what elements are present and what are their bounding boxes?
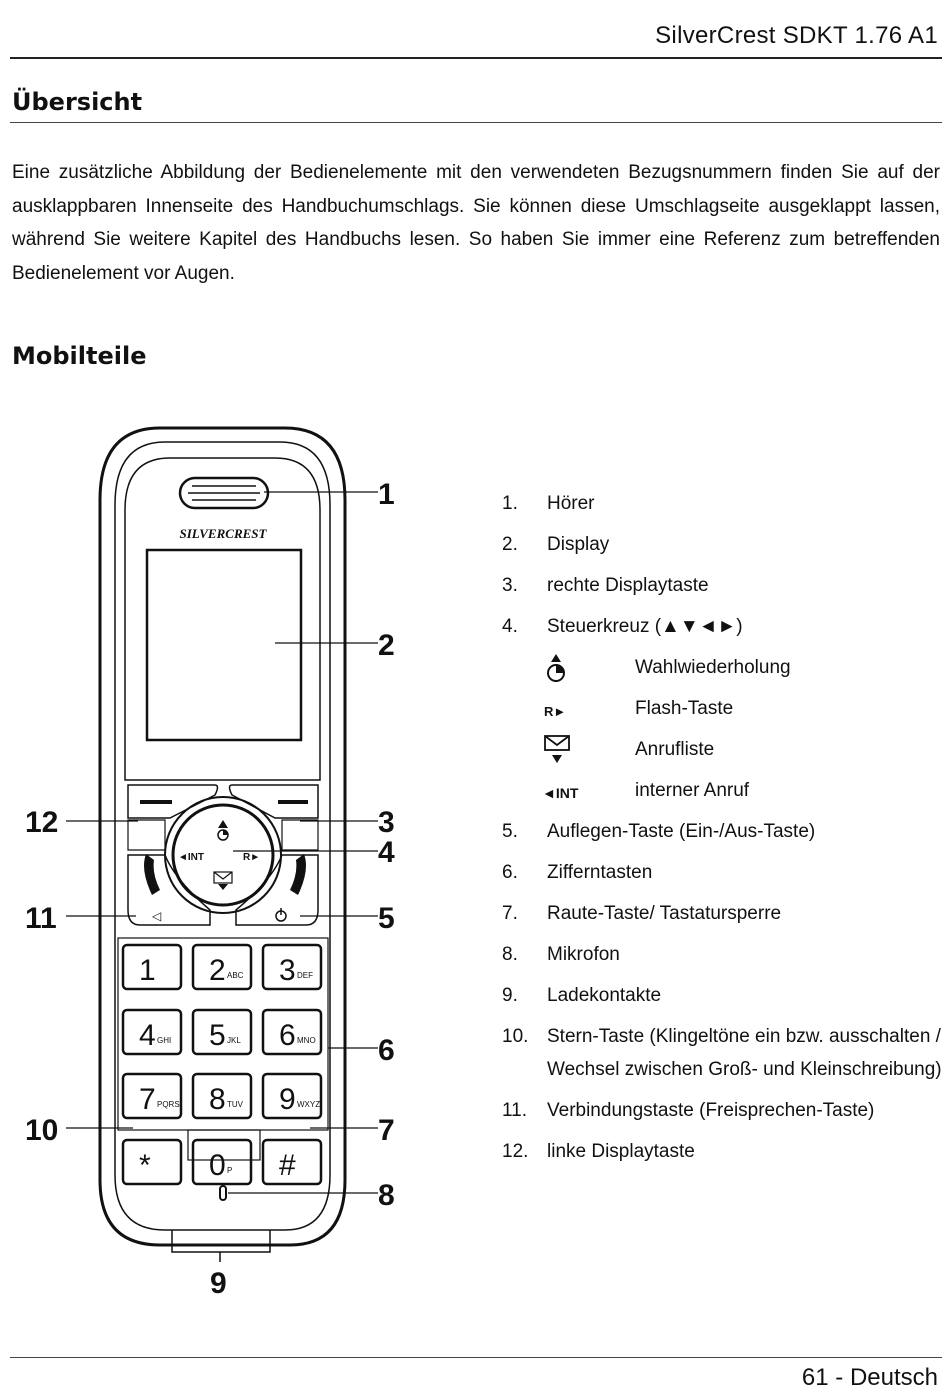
legend-item: 1. Hörer — [502, 493, 595, 514]
legend-item: 10. Stern-Taste (Klingeltöne ein bzw. ausschalten / Wechsel zwischen Groß- und Kleinschreibung) — [502, 1026, 942, 1080]
flash-icon — [542, 692, 578, 725]
keypad-keys — [123, 945, 321, 1184]
legend-item: 6. Zifferntasten — [502, 862, 653, 883]
handset-illustration — [0, 400, 480, 1310]
key-letters: P — [227, 1166, 233, 1175]
keypad-key — [263, 1010, 321, 1054]
key-digit: 1 — [139, 954, 156, 987]
key-letters: GHI — [157, 1036, 172, 1045]
page-footer: 61 - Deutsch — [801, 1364, 938, 1391]
legend-subitem-internal: ◄INT interner Anruf — [502, 774, 947, 807]
callout-2: 2 — [378, 629, 395, 662]
keypad-key — [193, 945, 251, 989]
keypad-key — [193, 1140, 251, 1184]
key-digit: 9 — [279, 1083, 296, 1116]
legend-subitem-redial: Wahlwiederholung — [502, 651, 947, 684]
nav-int-label: ◄INT — [177, 852, 204, 863]
callout-10: 10 — [25, 1114, 59, 1147]
legend-item: 8. Mikrofon — [502, 944, 620, 965]
section-rule — [10, 122, 942, 123]
callout-5: 5 — [378, 902, 395, 935]
intro-text: Eine zusätzliche Abbildung der Bedienelemente mit den verwendeten Bezugsnummern finden Sie auf der ausklappbaren Innenseite des Handbuchumschlags. Sie können diese Umschlagseite ausgeklappt lassen, während Sie weitere Kapitel des Handbuchs lesen. So haben Sie immer eine Referenz zum betreffenden Bedienelement vor Augen. — [12, 162, 940, 284]
key-digit: 7 — [139, 1083, 156, 1116]
keypad-key — [123, 945, 181, 989]
callout-3: 3 — [378, 806, 395, 839]
redial-icon — [542, 651, 578, 684]
legend-item: 7. Raute-Taste/ Tastatursperre — [502, 903, 782, 924]
subsection-title: Mobilteile — [12, 342, 147, 370]
footer-rule — [10, 1357, 942, 1358]
call-handset-icon — [144, 854, 160, 895]
int-icon — [542, 774, 592, 807]
key-digit: 2 — [209, 954, 226, 987]
legend-item: 2. Display — [502, 534, 610, 555]
intro-paragraph — [12, 156, 940, 290]
document-header: SilverCrest SDKT 1.76 A1 — [655, 22, 938, 49]
keypad-key — [263, 945, 321, 989]
key-digit: # — [279, 1149, 296, 1182]
legend-subitem-calllist: Anrufliste — [502, 733, 947, 766]
keypad-key — [263, 1074, 321, 1118]
legend-subitem-flash: R► Flash-Taste — [502, 692, 947, 725]
callout-11: 11 — [25, 902, 57, 935]
key-letters: ABC — [227, 971, 244, 980]
key-digit: 3 — [279, 954, 296, 987]
callout-4: 4 — [378, 836, 395, 869]
key-digit: * — [139, 1149, 151, 1182]
key-letters: PQRS — [157, 1100, 180, 1109]
speaker-icon: ◁ — [152, 909, 162, 923]
key-digit: 4 — [139, 1019, 156, 1052]
envelope-icon — [542, 733, 578, 766]
microphone — [220, 1186, 226, 1200]
callout-7: 7 — [378, 1114, 395, 1147]
keypad-key — [123, 1010, 181, 1054]
callout-9: 9 — [210, 1267, 227, 1300]
section-title: Übersicht — [12, 88, 143, 116]
legend-item: 11. Verbindungstaste (Freisprechen-Taste) — [502, 1100, 875, 1121]
callout-6: 6 — [378, 1034, 395, 1067]
callout-8: 8 — [378, 1179, 395, 1212]
keypad-key — [123, 1140, 181, 1184]
svg-text:◄INT: ◄INT — [542, 785, 579, 801]
key-letters: DEF — [297, 971, 313, 980]
brand-logo: SILVERCREST — [179, 526, 267, 541]
nav-r-label: R► — [243, 852, 261, 863]
keypad-key — [263, 1140, 321, 1184]
key-letters: JKL — [227, 1036, 241, 1045]
key-digit: 5 — [209, 1019, 226, 1052]
legend-list — [502, 487, 947, 1176]
legend-item: 3. rechte Displaytaste — [502, 575, 709, 596]
upper-face-panel — [125, 458, 320, 780]
key-letters: WXYZ — [297, 1100, 321, 1109]
key-digit: 8 — [209, 1083, 226, 1116]
keypad-key — [193, 1010, 251, 1054]
end-handset-icon — [290, 854, 306, 895]
legend-item: 9. Ladekontakte — [502, 985, 662, 1006]
key-letters: TUV — [227, 1100, 243, 1109]
charging-contacts — [172, 1230, 270, 1252]
nav-icons — [178, 820, 260, 890]
call-key — [128, 855, 210, 925]
key-digit: 6 — [279, 1019, 296, 1052]
legend-item: 5. Auflegen-Taste (Ein-/Aus-Taste) — [502, 821, 816, 842]
keypad-key — [193, 1074, 251, 1118]
callout-1: 1 — [378, 478, 395, 511]
key-digit: 0 — [209, 1149, 226, 1182]
legend-item: 12. linke Displaytaste — [502, 1141, 695, 1162]
callout-12: 12 — [25, 806, 59, 839]
keypad-key — [123, 1074, 181, 1118]
svg-text:R►: R► — [544, 704, 567, 719]
display-screen — [147, 550, 301, 740]
key-letters: MNO — [297, 1036, 316, 1045]
header-rule — [10, 57, 942, 59]
legend-item: 4. Steuerkreuz (▲▼◄►) — [502, 616, 743, 637]
